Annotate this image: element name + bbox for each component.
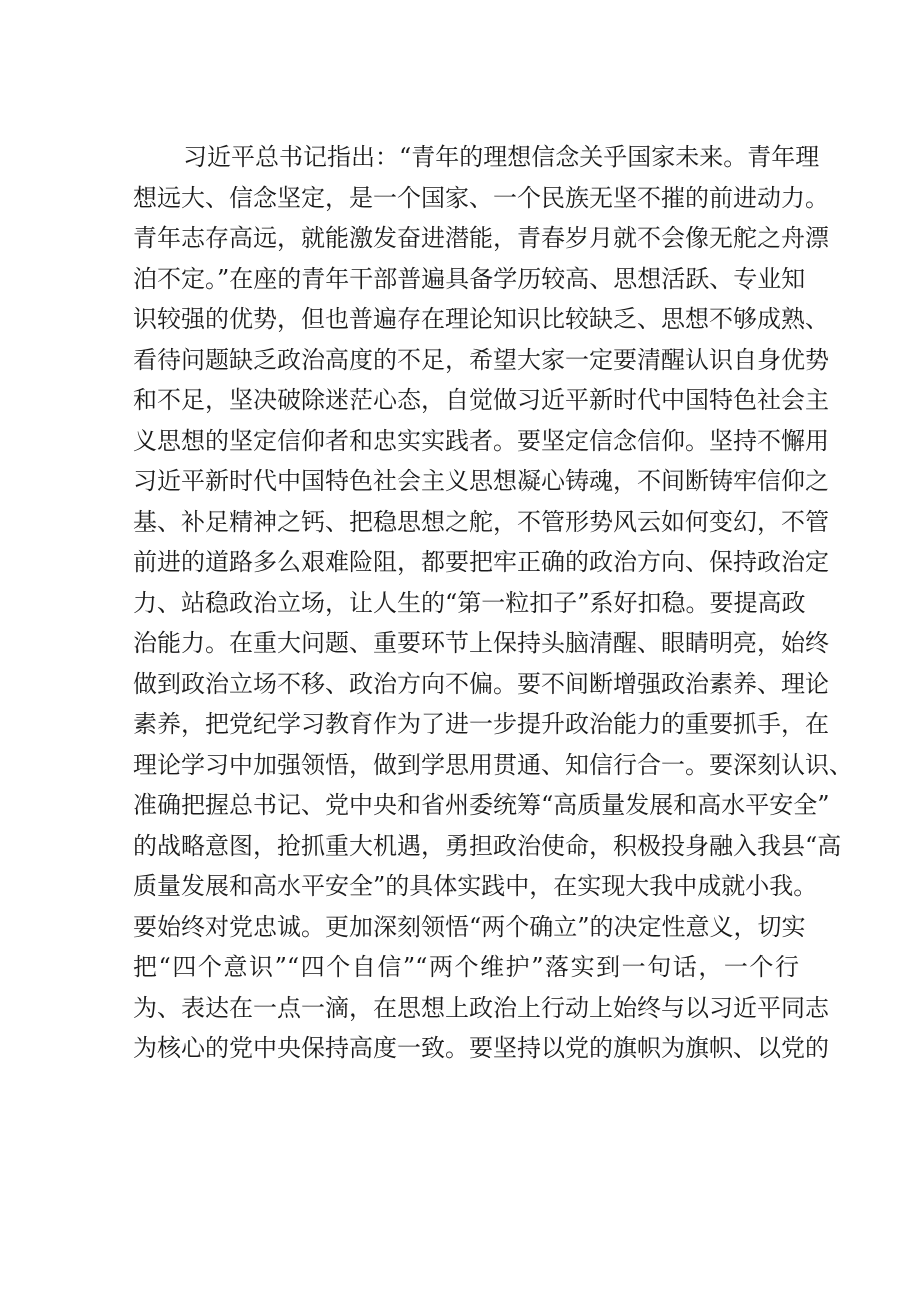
- text-line: 理论学习中加强领悟，做到学思用贯通、知信行合一。要深刻认识、: [133, 750, 853, 779]
- text-line: 治能力。在重大问题、重要环节上保持头脑清醒、眼睛明亮，始终: [133, 629, 829, 657]
- text-line: 的战略意图，抢抓重大机遇，勇担政治使命，积极投身融入我县“高: [133, 831, 842, 860]
- text-line: 做到政治立场不移、政治方向不偏。要不间断增强政治素养、理论: [133, 669, 829, 698]
- text-line: 习近平新时代中国特色社会主义思想凝心铸魂，不间断铸牢信仰之: [133, 467, 829, 495]
- text-line: 要始终对党忠诚。更加深刻领悟“两个确立”的决定性意义，切实: [133, 912, 806, 941]
- text-line: 识较强的优势，但也普遍存在理论知识比较缺乏、思想不够成熟、: [133, 305, 829, 333]
- body-paragraph: [133, 137, 853, 1069]
- text-line: 想远大、信念坚定，是一个国家、一个民族无坚不摧的前进动力。: [133, 183, 829, 212]
- text-line: 前进的道路多么艰难险阻，都要把牢正确的政治方向、保持政治定: [133, 548, 829, 576]
- text-line: 为核心的党中央保持高度一致。要坚持以党的旗帜为旗帜、以党的: [133, 1034, 829, 1062]
- text-line: 青年志存高远，就能激发奋进潜能，青春岁月就不会像无舵之舟漂: [133, 224, 829, 252]
- text-line: 看待问题缺乏政治高度的不足，希望大家一定要清醒认识自身优势: [133, 345, 829, 374]
- text-line: 基、补足精神之钙、把稳思想之舵，不管形势风云如何变幻，不管: [133, 507, 829, 536]
- text-line: 质量发展和高水平安全”的具体实践中，在实现大我中成就小我。: [133, 872, 818, 900]
- text-line: 习近平总书记指出：“青年的理想信念关乎国家未来。青年理: [183, 143, 820, 171]
- text-line: 力、站稳政治立场，让人生的“第一粒扣子”系好扣稳。要提高政: [133, 588, 806, 617]
- text-line: 泊不定。”在座的青年干部普遍具备学历较高、思想活跃、专业知: [133, 264, 806, 293]
- text-line: 把“四个意识”“四个自信”“两个维护”落实到一句话，一个行: [133, 953, 799, 981]
- text-line: 和不足，坚决破除迷茫心态，自觉做习近平新时代中国特色社会主: [133, 386, 829, 414]
- text-line: 义思想的坚定信仰者和忠实实践者。要坚定信念信仰。坚持不懈用: [133, 426, 829, 455]
- text-line: 为、表达在一点一滴，在思想上政治上行动上始终与以习近平同志: [133, 993, 829, 1022]
- text-line: 素养，把党纪学习教育作为了进一步提升政治能力的重要抓手，在: [133, 710, 829, 738]
- text-line: 准确把握总书记、党中央和省州委统筹“高质量发展和高水平安全”: [133, 791, 830, 819]
